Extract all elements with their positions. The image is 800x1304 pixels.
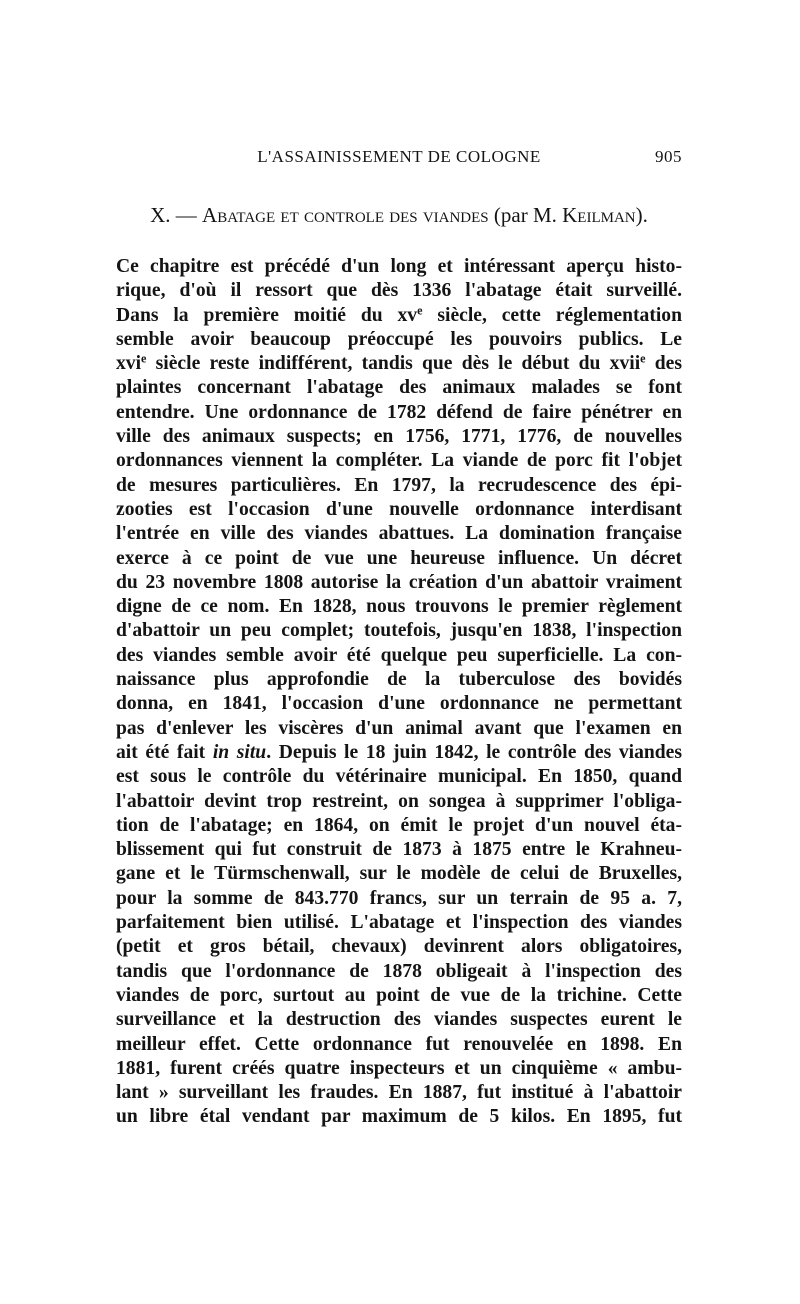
text-segment: Dans la première moitié du xv (116, 304, 418, 326)
superscript: e (417, 303, 423, 317)
text-line (116, 741, 682, 765)
text-line: tandis que l'ordonnance de 1878 obligeait à l'inspection des (116, 960, 682, 982)
text-line: meilleur effet. Cette ordonnance fut renouvelée en 1898. En (116, 1033, 682, 1055)
text-line: du 23 novembre 1808 autorise la création d'un abattoir vraiment (116, 571, 682, 593)
text-segment: . Depuis le 18 juin 1842, le contrôle des viandes (266, 741, 682, 763)
italic-phrase: in situ (212, 741, 267, 763)
text-line: digne de ce nom. En 1828, nous trouvons le premier règlement (116, 596, 682, 618)
text-line: donna, en 1841, l'occasion d'une ordonnance ne permettant (116, 693, 682, 715)
text-line (116, 352, 682, 376)
text-line: lant » surveillant les fraudes. En 1887, fut institué à l'abattoir (116, 1082, 682, 1104)
page-number: 905 (655, 147, 682, 166)
text-line: de mesures particulières. En 1797, la recrudescence des épi- (116, 474, 682, 496)
text-segment: siècle reste indifférent, tandis que dès le début du xvii (146, 353, 641, 375)
text-line: plaintes concernant l'abatage des animaux malades se font (116, 377, 682, 399)
text-segment: xvi (116, 353, 142, 375)
text-segment: siècle, cette réglementation (422, 304, 682, 326)
text-line: rique, d'où il ressort que dès 1336 l'abatage était surveillé. (116, 280, 682, 302)
text-line: l'entrée en ville des viandes abattues. La domination française (116, 523, 682, 545)
body-paragraph (116, 255, 682, 1130)
text-line: parfaitement bien utilisé. L'abatage et l'inspection des viandes (116, 912, 682, 934)
text-line: d'abattoir un peu complet; toutefois, jusqu'en 1838, l'inspection (116, 620, 682, 642)
text-line: est sous le contrôle du vétérinaire municipal. En 1850, quand (116, 766, 682, 788)
text-line: ville des animaux suspects; en 1756, 1771, 1776, de nouvelles (116, 426, 682, 448)
section-author-close: ). (635, 203, 648, 227)
text-line (116, 304, 682, 328)
text-line: un libre étal vendant par maximum de 5 kilos. En 1895, fut (116, 1106, 682, 1128)
text-line: pour la somme de 843.770 francs, sur un terrain de 95 a. 7, (116, 887, 682, 909)
text-line: blissement qui fut construit de 1873 à 1875 entre le Krahneu- (116, 839, 682, 861)
text-line: viandes de porc, surtout au point de vue de la trichine. Cette (116, 984, 682, 1006)
section-heading (116, 203, 682, 228)
text-line: zooties est l'occasion d'une nouvelle ordonnance interdisant (116, 498, 682, 520)
text-line: entendre. Une ordonnance de 1782 défend de faire pénétrer en (116, 401, 682, 423)
text-line: semble avoir beaucoup préoccupé les pouvoirs publics. Le (116, 328, 682, 350)
section-author-open: (par M. (493, 203, 557, 227)
text-line: pas d'enlever les viscères d'un animal avant que l'examen en (116, 717, 682, 739)
text-line: exerce à ce point de vue une heureuse influence. Un décret (116, 547, 682, 569)
text-segment: des (645, 353, 682, 375)
text-line: 1881, furent créés quatre inspecteurs et un cinquième « ambu- (116, 1057, 682, 1079)
text-line: des viandes semble avoir été quelque peu superficielle. La con- (116, 644, 682, 666)
superscript: e (640, 352, 646, 366)
text-segment: ait été fait (116, 741, 206, 763)
text-line: (petit et gros bétail, chevaux) devinrent alors obligatoires, (116, 936, 682, 958)
section-title: Abatage et controle des viandes (202, 203, 489, 227)
superscript: e (141, 352, 147, 366)
text-line: l'abattoir devint trop restreint, on songea à supprimer l'obliga- (116, 790, 682, 812)
running-title: L'ASSAINISSEMENT DE COLOGNE (257, 147, 541, 166)
text-line: gane et le Türmschenwall, sur le modèle de celui de Bruxelles, (116, 863, 682, 885)
section-author: Keilman (562, 203, 636, 227)
section-number: X. — (150, 203, 197, 227)
running-header (116, 147, 682, 171)
text-line: surveillance et la destruction des viandes suspectes eurent le (116, 1009, 682, 1031)
text-line: ordonnances viennent la compléter. La viande de porc fit l'objet (116, 450, 682, 472)
text-line: tion de l'abatage; en 1864, on émit le projet d'un nouvel éta- (116, 814, 682, 836)
text-line: naissance plus approfondie de la tuberculose des bovidés (116, 669, 682, 691)
text-line: Ce chapitre est précédé d'un long et intéressant aperçu histo- (116, 256, 682, 277)
